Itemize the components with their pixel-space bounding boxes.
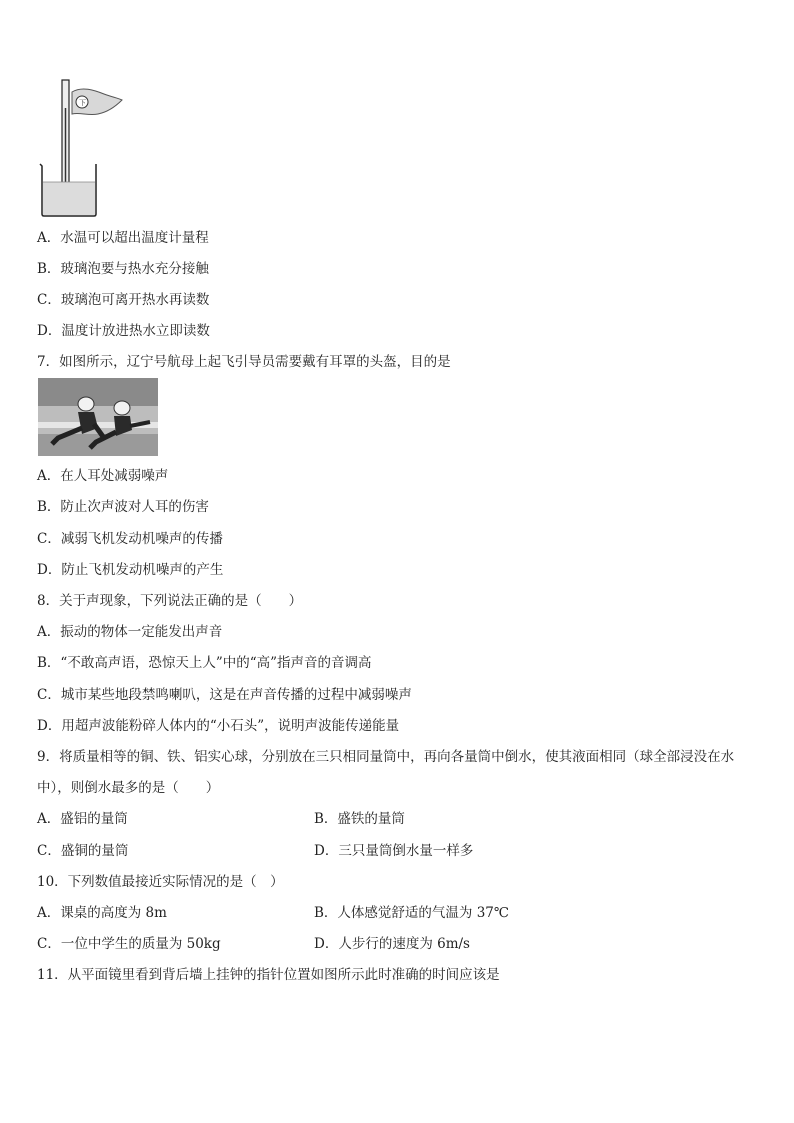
q8-stem: 8．关于声现象，下列说法正确的是（ ） [37,593,303,609]
q6-option-c: C．玻璃泡可离开热水再读数 [37,292,210,308]
flight-director-photo [38,378,158,456]
svg-text:下: 下 [79,99,86,107]
q7-option-d: D．防止飞机发动机噪声的产生 [37,562,224,578]
q8-option-c: C．城市某些地段禁鸣喇叭，这是在声音传播的过程中减弱噪声 [37,687,412,703]
q10-option-b: B．人体感觉舒适的气温为 37℃ [314,905,509,921]
q7-stem: 7．如图所示，辽宁号航母上起飞引导员需要戴有耳罩的头盔，目的是 [37,354,451,370]
q8-option-b: B．“不敢高声语，恐惊天上人”中的“高”指声音的音调高 [37,655,372,671]
q9-option-a: A．盛铝的量筒 [37,811,128,827]
q8-option-a: A．振动的物体一定能发出声音 [37,624,223,640]
q10-option-c: C．一位中学生的质量为 50kg [37,936,221,952]
q7-option-a: A．在人耳处减弱噪声 [37,468,169,484]
q9-stem-line2: 中），则倒水最多的是（ ） [37,780,220,796]
thermometer-beaker-figure [38,78,124,220]
q9-option-c: C．盛铜的量筒 [37,843,129,859]
q9-stem-line1: 9．将质量相等的铜、铁、铝实心球，分别放在三只相同量筒中，再向各量筒中倒水，使其液面相同（球全部浸没在水 [37,749,735,765]
q10-option-a: A．课桌的高度为 8m [37,905,167,921]
q7-option-c: C．减弱飞机发动机噪声的传播 [37,531,223,547]
q11-stem: 11．从平面镜里看到背后墙上挂钟的指针位置如图所示此时准确的时间应该是 [37,967,500,983]
q10-stem: 10．下列数值最接近实际情况的是（ ） [37,874,284,890]
q10-option-d: D．人步行的速度为 6m/s [314,936,470,952]
q6-option-a: A．水温可以超出温度计量程 [37,230,209,246]
q9-option-d: D．三只量筒倒水量一样多 [314,843,474,859]
q6-option-b: B．玻璃泡要与热水充分接触 [37,261,209,277]
q7-option-b: B．防止次声波对人耳的伤害 [37,499,209,515]
q9-option-b: B．盛铁的量筒 [314,811,405,827]
q8-option-d: D．用超声波能粉碎人体内的“小石头”，说明声波能传递能量 [37,718,400,734]
q6-option-d: D．温度计放进热水立即读数 [37,323,210,339]
